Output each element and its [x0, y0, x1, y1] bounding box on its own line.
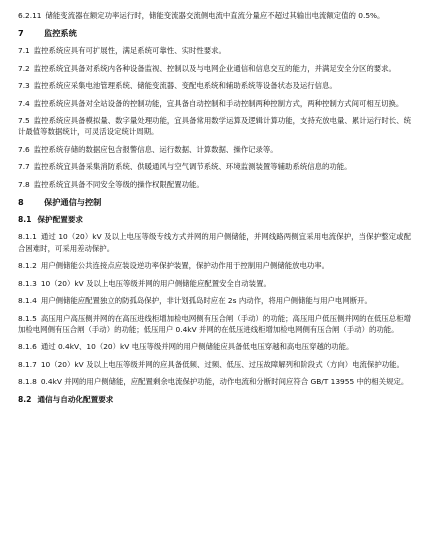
clause-number: 7.5 — [18, 116, 30, 126]
clause-number: 8.1.8 — [18, 377, 37, 387]
section-title: 监控系统 — [44, 28, 77, 39]
clause-text: 监控系统应具备对全站设备的控制功能，宜具备自动控制和手动控制两种控制方式，两种控制方式间可相互切换。 — [33, 98, 404, 108]
clause-text: 10（20）kV 及以上电压等级并网的用户侧储能应配置安全自动装置。 — [40, 278, 271, 288]
clause-8-1-4 — [18, 295, 411, 306]
clause-8-1-6 — [18, 341, 411, 352]
clause-7-7 — [18, 161, 411, 172]
clause-number: 7.6 — [18, 144, 30, 154]
clause-8-1-5 — [18, 313, 411, 336]
clause-8-1-2 — [18, 260, 411, 271]
clause-text: 监控系统存储的数据应包含报警信息、运行数据、计算数据、操作记录等。 — [33, 144, 278, 154]
clause-text: 监控系统应具有可扩展性，满足系统可靠性、实时性要求。 — [33, 46, 226, 56]
clause-text: 用户侧储能应配置独立的防孤岛保护，非计划孤岛时应在 2s 内动作，将用户侧储能与用户电网断开。 — [40, 296, 372, 306]
clause-number: 7.2 — [18, 63, 30, 73]
clause-text: 监控系统宜具备不同安全等级的操作权限配置功能。 — [33, 179, 204, 189]
clause-number: 7.3 — [18, 81, 30, 91]
clause-text: 用户侧储能公共连接点应装设逆功率保护装置，保护动作用于控制用户侧储能放电功率。 — [40, 261, 330, 271]
section-number: 7 — [18, 28, 24, 39]
clause-8-1-1 — [18, 231, 411, 254]
subsection-title: 通信与自动化配置要求 — [37, 394, 114, 404]
subsection-heading-8-2 — [18, 394, 411, 405]
clause-text: 0.4kV 并网的用户侧储能，应配置剩余电流保护功能，动作电流和分断时间应符合 GB/T 13955 中的相关规定。 — [40, 377, 409, 387]
clause-8-1-3 — [18, 278, 411, 289]
clause-7-6 — [18, 144, 411, 155]
clause-7-4 — [18, 98, 411, 109]
clause-7-8 — [18, 179, 411, 190]
clause-7-3 — [18, 80, 411, 91]
clause-text: 储能变流器在额定功率运行时，储能变流器交流侧电流中直流分量应不超过其输出电流额定值的 0.5%。 — [45, 11, 385, 20]
section-heading-8 — [18, 196, 411, 208]
clause-8-1-8 — [18, 376, 411, 387]
clause-number: 8.1.2 — [18, 261, 37, 271]
clause-text: 监控系统宜具备采集消防系统、供暖通风与空气调节系统、环境监测装置等辅助系统信息的功能。 — [33, 162, 352, 172]
section-number: 8 — [18, 197, 24, 208]
clause-6-2-11 — [18, 10, 411, 21]
clause-text: 监控系统应具备模拟量、数字量处理功能，宜具备常用数学运算及逻辑计算功能，支持充放电量、累计运行时长、统计最值等数据统计，可灵活设定统计周期。 — [18, 116, 411, 137]
clause-number: 8.1.3 — [18, 278, 37, 288]
clause-number: 8.1.4 — [18, 296, 37, 306]
section-heading-7 — [18, 27, 411, 39]
clause-number: 7.7 — [18, 162, 30, 172]
subsection-number: 8.2 — [18, 394, 32, 404]
clause-number: 6.2.11 — [18, 11, 42, 20]
subsection-number: 8.1 — [18, 215, 32, 225]
subsection-heading-8-1 — [18, 214, 411, 225]
clause-7-2 — [18, 63, 411, 74]
clause-7-1 — [18, 45, 411, 56]
clause-number: 7.4 — [18, 98, 30, 108]
subsection-title: 保护配置要求 — [37, 215, 84, 225]
clause-text: 通过 0.4kV、10（20）kV 电压等级并网的用户侧储能应具备低电压穿越和高电压穿越的功能。 — [40, 342, 354, 352]
clause-8-1-7 — [18, 359, 411, 370]
clause-number: 8.1.6 — [18, 342, 37, 352]
clause-number: 7.8 — [18, 179, 30, 189]
clause-number: 8.1.1 — [18, 232, 37, 242]
clause-number: 8.1.5 — [18, 313, 37, 323]
clause-text: 高压用户高压侧并网的在高压进线柜增加检电网侧有压合闸（手动）的功能；高压用户低压侧并网的在低压总柜增加检电网侧有压合闸（手动）的功能；低压用户 0.4kV 并网的在低压进线柜增加检电网侧有压合闸（手动）的功能。 — [18, 313, 411, 334]
clause-number: 8.1.7 — [18, 359, 37, 369]
section-title: 保护通信与控制 — [44, 197, 102, 208]
clause-number: 7.1 — [18, 46, 30, 56]
clause-text: 通过 10（20）kV 及以上电压等级专线方式并网的用户侧储能，并网线路两侧宜采用电流保护，当保护整定或配合困难时，可采用差动保护。 — [18, 232, 411, 253]
clause-7-5 — [18, 115, 411, 138]
clause-text: 监控系统应采集电池管理系统、储能变流器、变配电系统和辅助系统等设备状态及运行信息。 — [33, 81, 337, 91]
clause-text: 监控系统宜具备对系统内各种设备监视、控制以及与电网企业通信和信息交互的能力，并满足安全分区的要求。 — [33, 63, 396, 73]
clause-text: 10（20）kV 及以上电压等级并网的应具备低频、过频、低压、过压故障解列和阶段式（方向）电流保护功能。 — [40, 359, 404, 369]
